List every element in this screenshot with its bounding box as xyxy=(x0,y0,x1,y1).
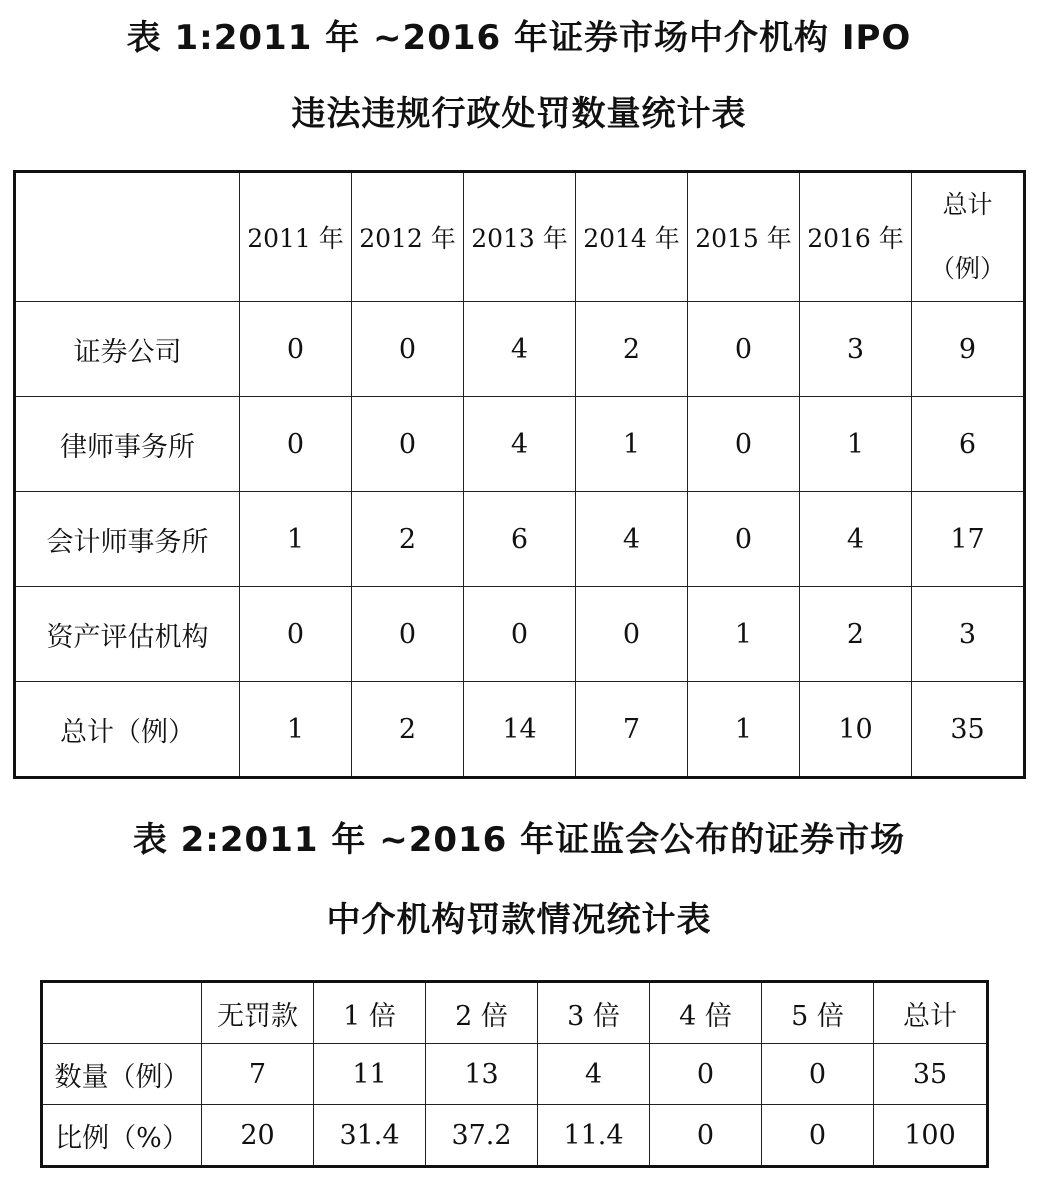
row-label: 比例（%） xyxy=(42,1105,202,1167)
header-cell: 2016 年 xyxy=(800,172,912,302)
table-row xyxy=(42,1105,988,1167)
table-cell: 0 xyxy=(464,587,576,682)
row-label: 资产评估机构 xyxy=(15,587,240,682)
table-cell: 11.4 xyxy=(538,1105,650,1167)
header-cell: 2015 年 xyxy=(688,172,800,302)
table-cell: 10 xyxy=(800,682,912,778)
table-cell: 3 xyxy=(912,587,1025,682)
row-label: 总计（例） xyxy=(15,682,240,778)
table-cell: 0 xyxy=(650,1105,762,1167)
table-cell: 37.2 xyxy=(426,1105,538,1167)
table-row xyxy=(42,1044,988,1105)
table-cell: 1 xyxy=(688,587,800,682)
header-cell-total: 总计（例） xyxy=(912,172,1025,302)
header-cell: 2014 年 xyxy=(576,172,688,302)
header-cell: 4 倍 xyxy=(650,982,762,1044)
table-cell: 6 xyxy=(464,492,576,587)
table-cell: 0 xyxy=(762,1044,874,1105)
table-cell: 0 xyxy=(576,587,688,682)
table-cell: 4 xyxy=(464,397,576,492)
table-cell: 0 xyxy=(762,1105,874,1167)
table-cell: 2 xyxy=(352,682,464,778)
table-header-row xyxy=(42,982,988,1044)
table-cell: 1 xyxy=(800,397,912,492)
header-cell xyxy=(15,172,240,302)
header-cell: 1 倍 xyxy=(314,982,426,1044)
header-cell: 3 倍 xyxy=(538,982,650,1044)
table-cell: 4 xyxy=(538,1044,650,1105)
table-cell: 35 xyxy=(874,1044,988,1105)
row-label: 会计师事务所 xyxy=(15,492,240,587)
table-row xyxy=(15,492,1025,587)
table-cell: 0 xyxy=(650,1044,762,1105)
table-cell: 6 xyxy=(912,397,1025,492)
table-cell: 0 xyxy=(240,587,352,682)
table-cell: 3 xyxy=(800,302,912,397)
table-cell: 1 xyxy=(576,397,688,492)
table-cell: 7 xyxy=(202,1044,314,1105)
header-cell: 2011 年 xyxy=(240,172,352,302)
header-cell: 5 倍 xyxy=(762,982,874,1044)
table2-title-line2: 中介机构罚款情况统计表 xyxy=(326,900,712,940)
table-cell: 7 xyxy=(576,682,688,778)
table-row xyxy=(15,587,1025,682)
table-cell: 2 xyxy=(800,587,912,682)
table-cell: 100 xyxy=(874,1105,988,1167)
header-cell: 总计 xyxy=(874,982,988,1044)
table-row xyxy=(15,397,1025,492)
table-row xyxy=(15,302,1025,397)
table-cell: 17 xyxy=(912,492,1025,587)
table-cell: 0 xyxy=(240,302,352,397)
table-header-row xyxy=(15,172,1025,302)
table-cell: 0 xyxy=(688,397,800,492)
table-cell: 0 xyxy=(688,492,800,587)
table-cell: 35 xyxy=(912,682,1025,778)
table-cell: 0 xyxy=(240,397,352,492)
table-cell: 1 xyxy=(240,492,352,587)
header-cell xyxy=(42,982,202,1044)
table-cell: 1 xyxy=(688,682,800,778)
ipo-penalty-count-table xyxy=(13,170,1026,779)
header-cell: 2013 年 xyxy=(464,172,576,302)
table-cell: 31.4 xyxy=(314,1105,426,1167)
table-row-total xyxy=(15,682,1025,778)
row-label: 律师事务所 xyxy=(15,397,240,492)
table2-title-line1: 表 2:2011 年 ~2016 年证监会公布的证券市场 xyxy=(132,820,906,860)
table1-title-line2: 违法违规行政处罚数量统计表 xyxy=(291,94,747,134)
row-label: 数量（例） xyxy=(42,1044,202,1105)
header-cell: 2 倍 xyxy=(426,982,538,1044)
table-cell: 1 xyxy=(240,682,352,778)
table-cell: 0 xyxy=(352,587,464,682)
table1-title-line1: 表 1:2011 年 ~2016 年证券市场中介机构 IPO xyxy=(126,18,912,58)
table-cell: 14 xyxy=(464,682,576,778)
table-cell: 0 xyxy=(352,397,464,492)
table-cell: 11 xyxy=(314,1044,426,1105)
table-cell: 4 xyxy=(576,492,688,587)
table-cell: 2 xyxy=(576,302,688,397)
table-cell: 2 xyxy=(352,492,464,587)
header-cell: 无罚款 xyxy=(202,982,314,1044)
table-cell: 4 xyxy=(800,492,912,587)
row-label: 证券公司 xyxy=(15,302,240,397)
header-cell: 2012 年 xyxy=(352,172,464,302)
table-cell: 13 xyxy=(426,1044,538,1105)
table-cell: 20 xyxy=(202,1105,314,1167)
table-cell: 0 xyxy=(688,302,800,397)
table-cell: 0 xyxy=(352,302,464,397)
table-cell: 4 xyxy=(464,302,576,397)
fine-statistics-table xyxy=(40,980,989,1168)
table-cell: 9 xyxy=(912,302,1025,397)
